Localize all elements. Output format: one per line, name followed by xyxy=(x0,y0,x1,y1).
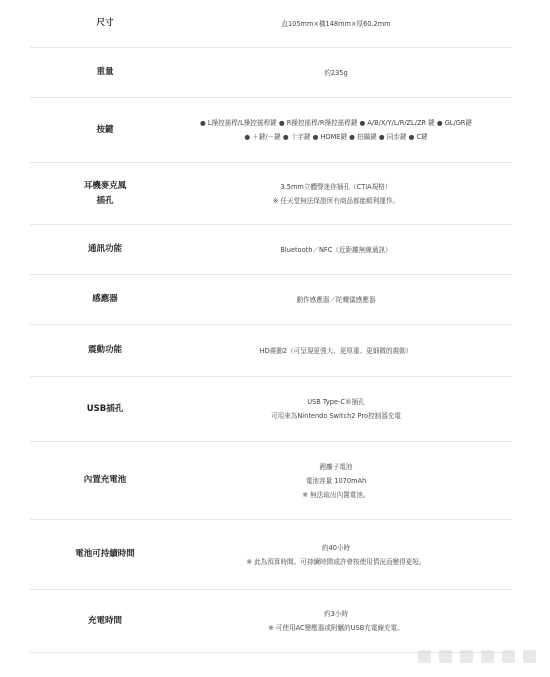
spec-row-headset-jack xyxy=(30,163,512,225)
spec-label-line: 充電時間 xyxy=(87,615,122,626)
spec-value xyxy=(180,344,512,358)
spec-label-line: 重量 xyxy=(96,67,114,77)
spec-value xyxy=(180,395,512,423)
spec-label-line: 感應器 xyxy=(92,294,118,304)
spec-row-usb xyxy=(30,377,512,442)
spec-value xyxy=(180,17,512,31)
spec-value xyxy=(180,243,512,257)
spec-value-line: ● L操控搖桿/L操控搖桿鍵 ● R操控搖桿/R操控搖桿鍵 ● A/B/X/Y/L/R/ZL/ZR 鍵 ● GL/GR鍵 xyxy=(200,119,472,127)
spec-value xyxy=(180,180,512,208)
spec-value xyxy=(180,460,512,502)
spec-value-line: 約3小時 xyxy=(324,610,348,618)
spec-value-line: 直105mm×橫148mm×厚60.2mm xyxy=(281,19,391,28)
spec-label xyxy=(30,343,180,358)
spec-value xyxy=(180,541,512,569)
spec-value xyxy=(180,116,512,144)
spec-label-line: 按鍵 xyxy=(96,124,114,135)
spec-value-line: ※ 此為預算時間。可持續時間或許會按使用情況而變得更短。 xyxy=(246,557,426,566)
toolbar-button-icon[interactable] xyxy=(481,650,494,663)
spec-value xyxy=(180,66,512,80)
spec-value-line: ※ 任天堂無法保證所有商品都能順利運作。 xyxy=(272,196,400,205)
spec-value-line: HD震動2（可呈現更強大、更厚重、更細微的震動） xyxy=(259,346,413,355)
spec-label xyxy=(30,65,180,80)
spec-value-line: ※ 可使用AC變壓器或附屬的USB充電線充電。 xyxy=(268,624,404,632)
spec-value-line: Bluetooth／NFC（近距離無線通訊） xyxy=(280,245,392,254)
viewer-toolbar xyxy=(418,650,536,663)
spec-label-line: USB插孔 xyxy=(86,403,124,414)
spec-table xyxy=(30,0,512,653)
toolbar-button-icon[interactable] xyxy=(502,650,515,663)
spec-label-line: 電池可持續時間 xyxy=(75,549,135,559)
spec-row-communication xyxy=(30,225,512,275)
spec-label-line: 插孔 xyxy=(96,195,114,206)
toolbar-button-icon[interactable] xyxy=(418,650,431,663)
spec-row-battery-life xyxy=(30,520,512,590)
toolbar-button-icon[interactable] xyxy=(523,650,536,663)
spec-value-line: 動作感應器／陀螺儀感應器 xyxy=(296,295,376,304)
spec-row-sensors xyxy=(30,275,512,325)
spec-label-line: 尺寸 xyxy=(96,18,114,28)
spec-row-charging-time xyxy=(30,590,512,653)
spec-row-buttons xyxy=(30,98,512,163)
spec-label xyxy=(30,547,180,562)
spec-value-line: ● ＋鍵/－鍵 ● 十字鍵 ● HOME鍵 ● 拍攝鍵 ● 同步鍵 ● C鍵 xyxy=(244,133,428,141)
spec-label xyxy=(30,614,180,629)
spec-row-vibration xyxy=(30,325,512,377)
spec-value-line: 約40小時 xyxy=(321,543,351,552)
spec-value xyxy=(180,607,512,635)
spec-label xyxy=(30,16,180,31)
spec-value-line: 3.5mm立體聲迷你插孔（CTIA規格） xyxy=(280,182,392,191)
toolbar-button-icon[interactable] xyxy=(460,650,473,663)
spec-label-line: 內置充電池 xyxy=(83,475,127,485)
spec-value-line: 電池容量 1070mAh xyxy=(305,476,367,485)
spec-value-line: 可用來為Nintendo Switch2 Pro控制器充電 xyxy=(271,412,401,420)
spec-label-line: 震動功能 xyxy=(87,345,122,355)
spec-label xyxy=(30,242,180,257)
spec-label-line: 耳機麥克風 xyxy=(83,180,127,191)
spec-row-size xyxy=(30,0,512,48)
spec-value-line: ※ 無法取出內置電池。 xyxy=(302,490,370,499)
toolbar-button-icon[interactable] xyxy=(439,650,452,663)
spec-label xyxy=(30,473,180,488)
spec-label xyxy=(30,292,180,307)
spec-row-weight xyxy=(30,48,512,98)
spec-label xyxy=(30,123,180,138)
spec-label xyxy=(30,179,180,209)
spec-row-battery xyxy=(30,442,512,520)
spec-value-line: 鋰離子電池 xyxy=(319,462,353,471)
spec-value xyxy=(180,293,512,307)
spec-label xyxy=(30,402,180,417)
spec-value-line: 約235g xyxy=(324,68,348,77)
spec-label-line: 通訊功能 xyxy=(87,244,122,254)
spec-value-line: USB Type-C®插孔 xyxy=(307,398,365,406)
